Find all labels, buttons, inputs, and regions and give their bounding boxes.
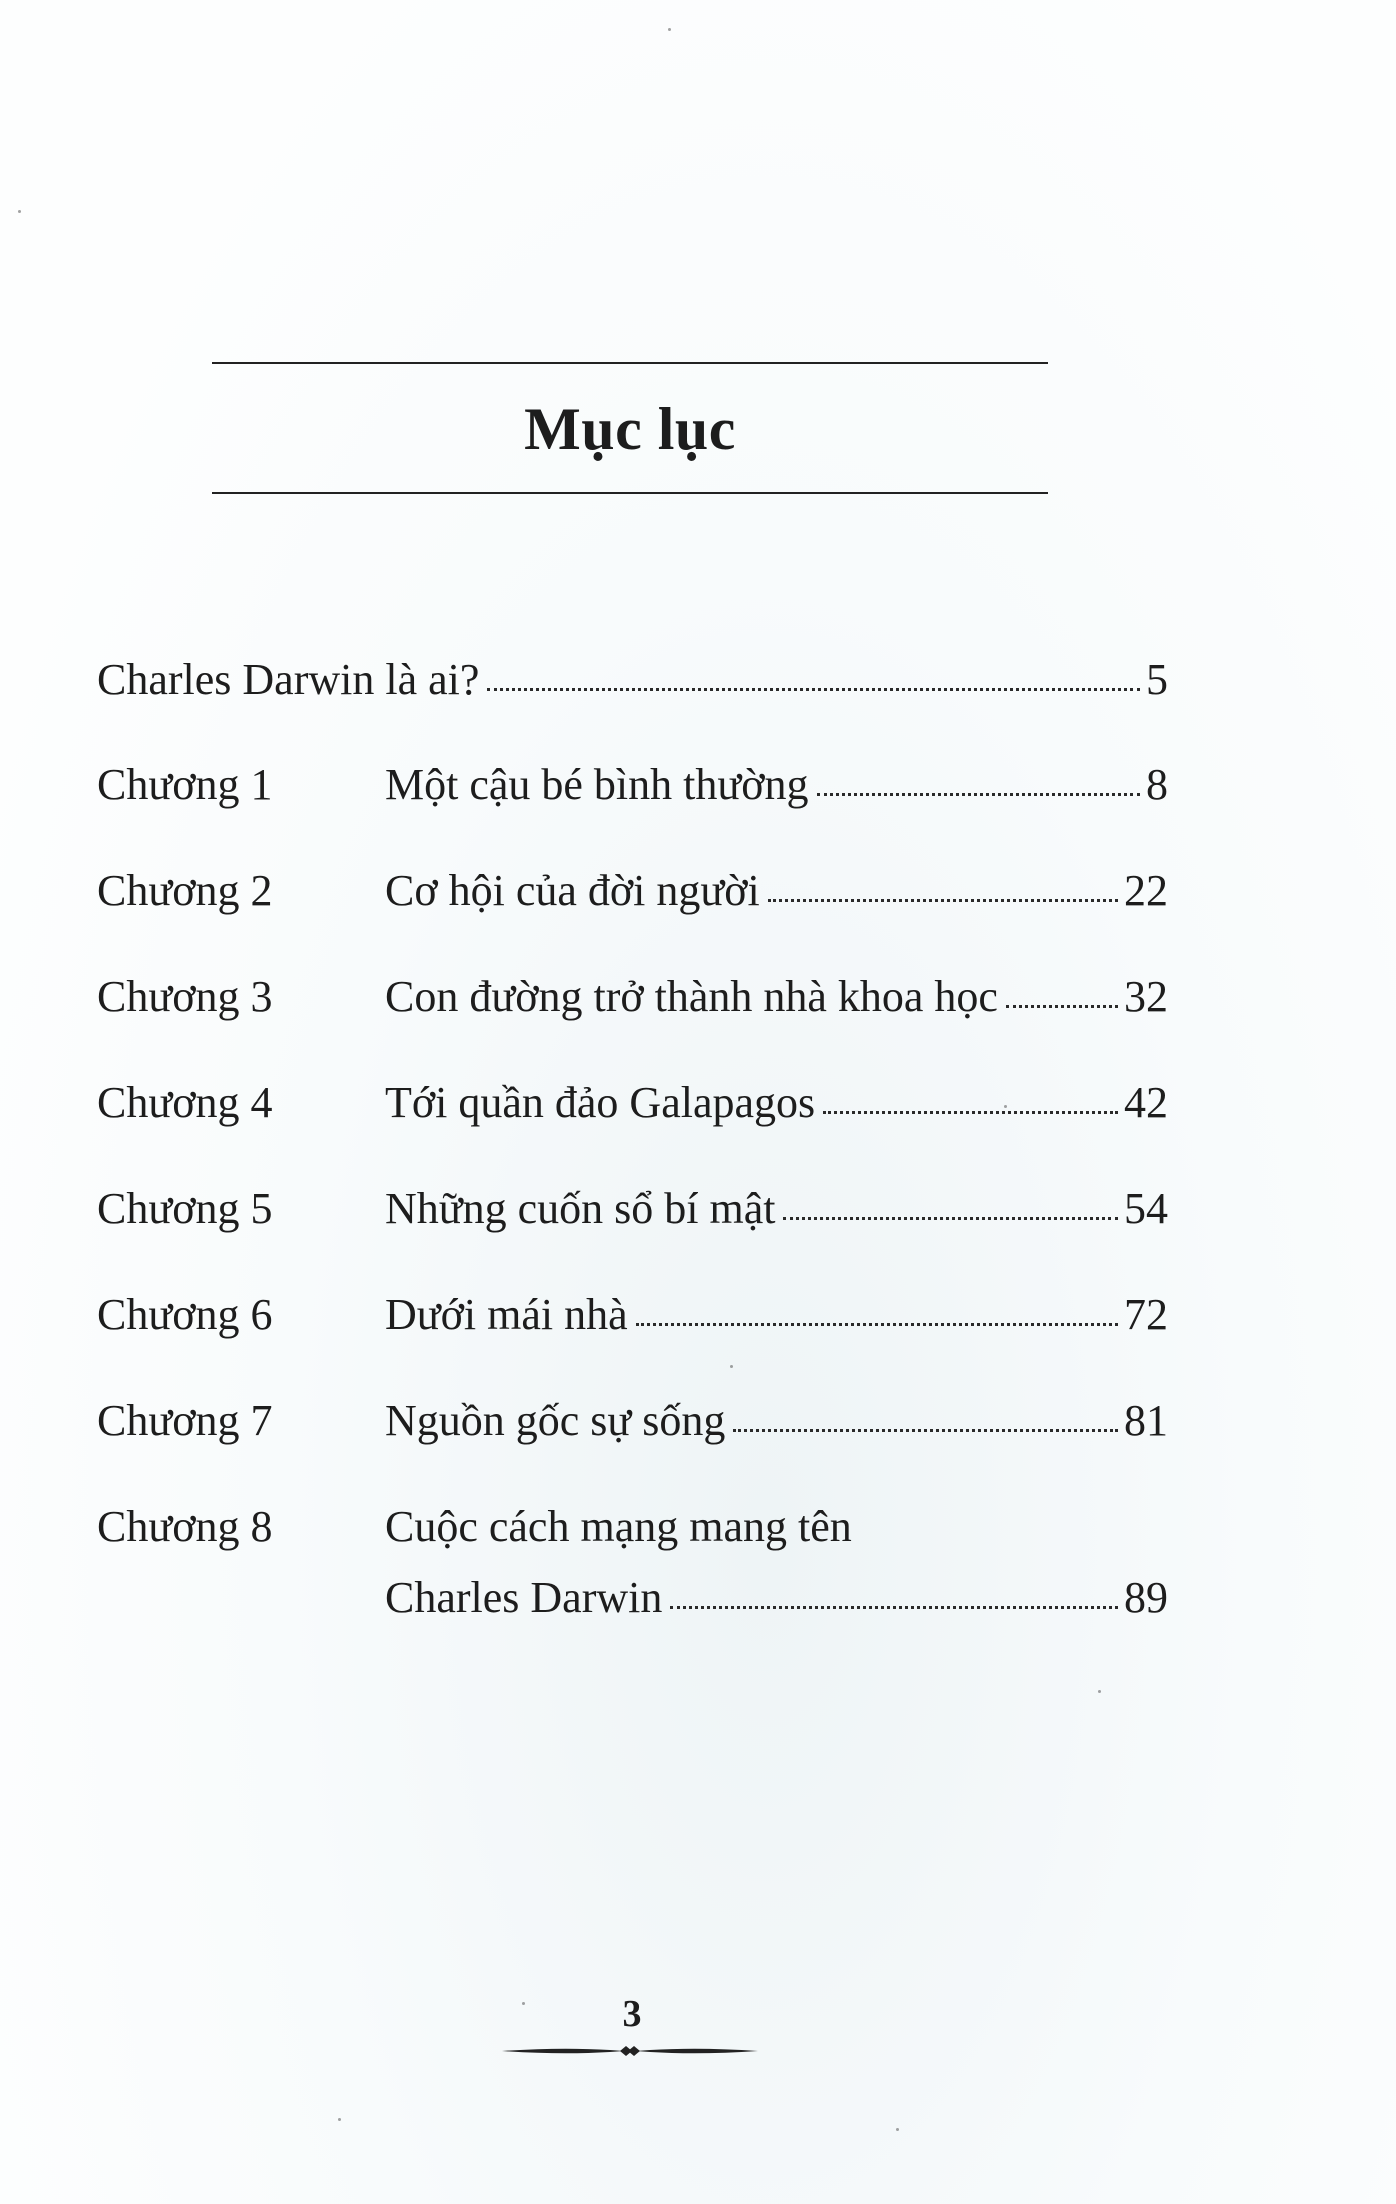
dot-leader xyxy=(733,1429,1118,1432)
toc-page-number: 22 xyxy=(1124,866,1168,915)
toc-entry xyxy=(385,1179,1168,1239)
chapter-title: Những cuốn sổ bí mật xyxy=(385,1184,776,1233)
toc-row-chapter-2 xyxy=(0,861,1396,921)
footer-ornament xyxy=(500,2038,760,2064)
toc-row-chapter-7 xyxy=(0,1391,1396,1451)
paper-speck xyxy=(522,2002,525,2005)
paper-speck xyxy=(896,2128,899,2131)
toc-page-number: 42 xyxy=(1124,1078,1168,1127)
toc-entry xyxy=(385,1391,1168,1451)
dot-leader xyxy=(487,688,1140,691)
chapter-title: Tới quần đảo Galapagos xyxy=(385,1078,816,1127)
toc-row-chapter-1 xyxy=(0,755,1396,815)
dot-leader xyxy=(823,1111,1118,1114)
chapter-label: Chương 4 xyxy=(97,1078,273,1127)
chapter-title-continued: Charles Darwin xyxy=(385,1573,663,1622)
toc-entry xyxy=(385,1073,1168,1133)
dot-leader xyxy=(768,899,1118,902)
toc-entry xyxy=(97,650,1168,710)
toc-row-chapter-8 xyxy=(0,1497,1396,1557)
paper-speck xyxy=(668,28,671,31)
dot-leader xyxy=(670,1606,1118,1609)
toc-entry xyxy=(385,1568,1168,1628)
chapter-title: Dưới mái nhà xyxy=(385,1290,628,1339)
chapter-label: Chương 5 xyxy=(97,1184,273,1233)
toc-entry xyxy=(385,755,1168,815)
chapter-label: Chương 8 xyxy=(97,1502,273,1551)
paper-speck xyxy=(1098,1690,1101,1693)
chapter-title: Một cậu bé bình thường xyxy=(385,760,809,809)
chapter-label: Chương 7 xyxy=(97,1396,273,1445)
toc-row-chapter-6 xyxy=(0,1285,1396,1345)
toc-row-chapter-4 xyxy=(0,1073,1396,1133)
toc-row-chapter-5 xyxy=(0,1179,1396,1239)
page-title: Mục lục xyxy=(524,396,736,462)
toc-page-number: 8 xyxy=(1146,760,1168,809)
toc-row-chapter-8-continued xyxy=(0,1568,1396,1628)
dot-leader xyxy=(1006,1005,1118,1008)
paper-speck xyxy=(1004,1105,1007,1108)
toc-page-number: 32 xyxy=(1124,972,1168,1021)
paper-speck xyxy=(730,1365,733,1368)
chapter-label: Chương 3 xyxy=(97,972,273,1021)
toc-page-number: 81 xyxy=(1124,1396,1168,1445)
toc-intro-label: Charles Darwin là ai? xyxy=(97,655,480,704)
toc-page-number: 54 xyxy=(1124,1184,1168,1233)
chapter-title: Cuộc cách mạng mang tên xyxy=(385,1502,852,1551)
chapter-title: Nguồn gốc sự sống xyxy=(385,1396,726,1445)
toc-page-number: 5 xyxy=(1146,655,1168,704)
paper-speck xyxy=(18,210,21,213)
chapter-label: Chương 1 xyxy=(97,760,273,809)
dot-leader xyxy=(817,793,1141,796)
page-number: 3 xyxy=(622,1993,642,2035)
toc-entry xyxy=(385,967,1168,1027)
chapter-label: Chương 6 xyxy=(97,1290,273,1339)
chapter-title: Con đường trở thành nhà khoa học xyxy=(385,972,998,1021)
toc-entry xyxy=(385,1285,1168,1345)
toc-intro-row xyxy=(0,650,1396,710)
paper-speck xyxy=(338,2118,341,2121)
chapter-label: Chương 2 xyxy=(97,866,273,915)
chapter-title: Cơ hội của đời người xyxy=(385,866,760,915)
toc-page-number: 89 xyxy=(1124,1573,1168,1622)
dot-leader xyxy=(783,1217,1118,1220)
dot-leader xyxy=(636,1323,1118,1326)
toc-page-number: 72 xyxy=(1124,1290,1168,1339)
toc-entry xyxy=(385,861,1168,921)
toc-row-chapter-3 xyxy=(0,967,1396,1027)
